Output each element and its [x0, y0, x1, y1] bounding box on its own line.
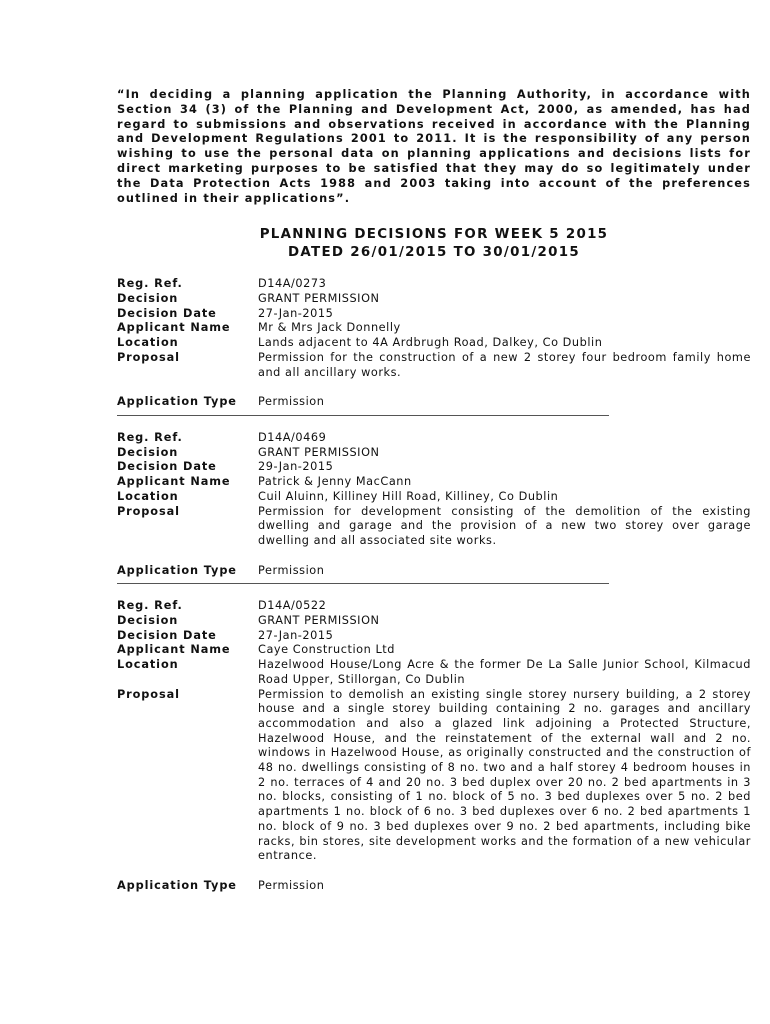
application-type-value: Permission [258, 395, 325, 409]
decision-label: Decision [117, 614, 179, 628]
record-separator [117, 583, 609, 584]
decision-record-2 [117, 431, 751, 584]
decision-row [117, 292, 751, 307]
location-row [117, 490, 751, 505]
decision-record-3 [117, 599, 751, 893]
location-value: Cuil Aluinn, Killiney Hill Road, Killiney, Co Dublin [258, 489, 559, 503]
decision-value: GRANT PERMISSION [258, 292, 380, 306]
proposal-row [117, 688, 751, 864]
reg-ref-label: Reg. Ref. [117, 277, 183, 291]
application-type-row [117, 395, 751, 410]
decision-row [117, 446, 751, 461]
decision-row [117, 614, 751, 629]
application-type-value: Permission [258, 563, 325, 577]
decision-record-1 [117, 277, 751, 416]
location-label: Location [117, 489, 179, 503]
record-separator [117, 415, 609, 416]
location-value: Hazelwood House/Long Acre & the former De La Salle Junior School, Kilmacud Road Upper, Stillorgan, Co Dublin [258, 658, 751, 686]
decision-date-value: 27-Jan-2015 [258, 628, 334, 642]
proposal-value: Permission for the construction of a new 2 storey four bedroom family home and all ancillary works. [258, 350, 751, 379]
proposal-label: Proposal [117, 504, 180, 518]
proposal-row [117, 505, 751, 549]
decision-date-row [117, 307, 751, 322]
decision-date-label: Decision Date [117, 306, 217, 320]
applicant-name-row [117, 321, 751, 336]
title-line-2: DATED 26/01/2015 TO 30/01/2015 [288, 245, 580, 261]
application-type-value: Permission [258, 878, 325, 892]
reg-ref-value: D14A/0522 [258, 599, 327, 613]
reg-ref-value: D14A/0469 [258, 431, 327, 444]
proposal-label: Proposal [117, 350, 180, 364]
application-type-label: Application Type [117, 395, 237, 409]
decision-label: Decision [117, 292, 179, 306]
decision-date-row [117, 629, 751, 644]
page-title [117, 226, 751, 262]
document-page [117, 88, 751, 894]
location-label: Location [117, 336, 179, 350]
reg-ref-label: Reg. Ref. [117, 599, 183, 613]
decision-value: GRANT PERMISSION [258, 445, 380, 459]
reg-ref-row [117, 277, 751, 292]
decision-value: GRANT PERMISSION [258, 614, 380, 628]
intro-disclaimer: “In deciding a planning application the Planning Authority, in accordance with Section 34 (3) of the Planning and Development Act, 2000, as amended, has had regard to submissions and observations received in accordance with the Planning and Development Regulations 2001 to 2011. It is the responsibility of any person wishing to use the personal data on planning applications and decisions lists for direct marketing purposes to be satisfied that they may do so legitimately under the Data Protection Acts 1988 and 2003 taking into account of the preferences outlined in their applications”. [117, 88, 751, 205]
title-line-1: PLANNING DECISIONS FOR WEEK 5 2015 [259, 227, 609, 243]
application-type-label: Application Type [117, 878, 237, 892]
application-type-row [117, 564, 751, 579]
proposal-value: Permission for development consisting of the demolition of the existing dwelling and garage and the provision of a new two storey over garage dwelling and all associated site works. [258, 504, 751, 547]
decision-date-row [117, 460, 751, 475]
decision-date-label: Decision Date [117, 460, 217, 474]
applicant-name-value: Mr & Mrs Jack Donnelly [258, 321, 401, 335]
applicant-name-value: Patrick & Jenny MacCann [258, 475, 412, 489]
proposal-row [117, 351, 751, 380]
decision-date-value: 27-Jan-2015 [258, 306, 334, 320]
location-row [117, 658, 751, 687]
applicant-name-value: Caye Construction Ltd [258, 643, 396, 657]
decision-date-value: 29-Jan-2015 [258, 460, 334, 474]
reg-ref-row [117, 599, 751, 614]
applicant-name-label: Applicant Name [117, 643, 231, 657]
location-row [117, 336, 751, 351]
decision-date-label: Decision Date [117, 628, 217, 642]
reg-ref-value: D14A/0273 [258, 277, 327, 291]
proposal-value: Permission to demolish an existing single storey nursery building, a 2 storey house and a single storey building containing 2 no. garages and ancillary accommodation and also a glazed link adjoining a Protected Structure, Hazelwood House, and the reinstatement of the external wall and 2 no. windows in Hazelwood House, as originally constructed and the construction of 48 no. dwellings consisting of 8 no. two and a half storey 4 bedroom houses in 2 no. terraces of 4 and 20 no. 3 bed duplex over 20 no. 2 bed apartments in 3 no. blocks, consisting of 1 no. block of 5 no. 3 bed duplexes over 5 no. 2 bed apartments 1 no. block of 6 no. 3 bed duplexes over 6 no. 2 bed apartments 1 no. block of 9 no. 3 bed duplexes over 9 no. 2 bed apartments, including bike racks, bin stores, site development works and the formation of a new vehicular entrance. [258, 687, 751, 863]
proposal-label: Proposal [117, 687, 180, 701]
applicant-name-label: Applicant Name [117, 475, 231, 489]
application-type-label: Application Type [117, 563, 237, 577]
location-value: Lands adjacent to 4A Ardbrugh Road, Dalkey, Co Dublin [258, 336, 603, 350]
location-label: Location [117, 658, 179, 672]
applicant-name-row [117, 643, 751, 658]
applicant-name-label: Applicant Name [117, 321, 231, 335]
decision-label: Decision [117, 445, 179, 459]
applicant-name-row [117, 475, 751, 490]
application-type-row [117, 879, 751, 894]
reg-ref-row [117, 431, 751, 446]
reg-ref-label: Reg. Ref. [117, 431, 183, 444]
